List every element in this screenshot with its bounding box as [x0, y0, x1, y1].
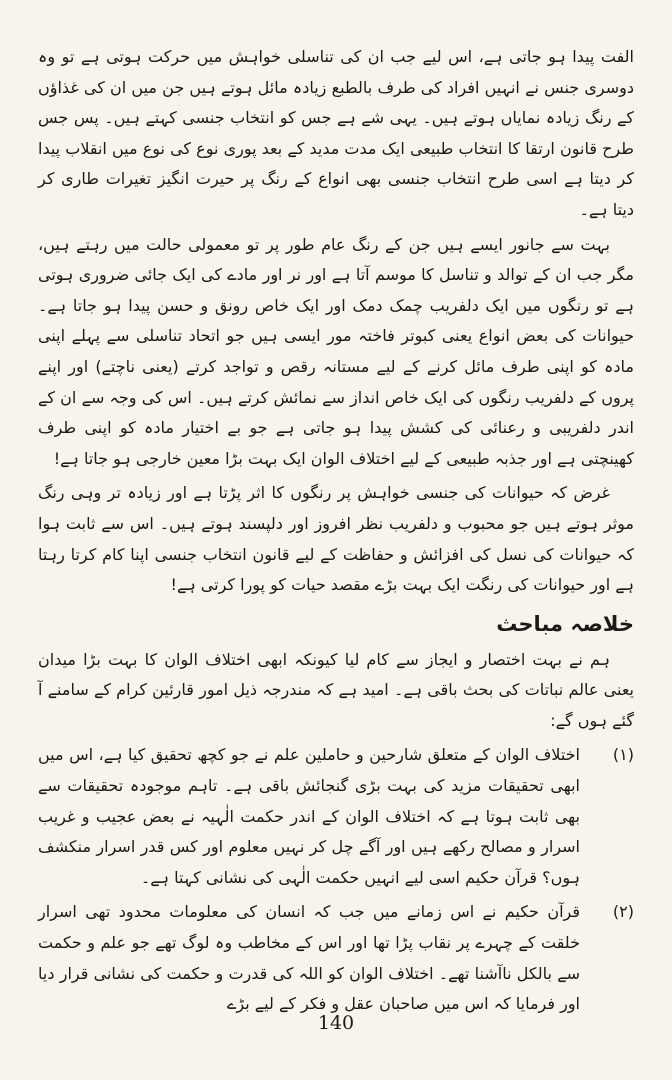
paragraph-3: غرض کہ حیوانات کی جنسی خواہش پر رنگوں کا اثر پڑتا ہے اور زیادہ تر وہی رنگ موثر ہوتے ہیں جو محبوب و دلفریب نظر افروز اور دلپسند ہوتے ہیں۔ اس سے ثابت ہوا کہ حیوانات کی نسل کی افزائش و حفاظت کے لیے قانون انتخاب جنسی اپنا کام کرتا رہتا ہے اور حیوانات کی رنگت ایک بہت بڑے مقصد حیات کو پورا کرتی ہے! [38, 483, 634, 595]
book-page [38, 42, 634, 1020]
section-heading: خلاصہ مباحث [496, 611, 634, 636]
paragraph-1: الفت پیدا ہو جاتی ہے، اس لیے جب ان کی تناسلی خواہش میں حرکت ہوتی ہے تو وہ دوسری جنس نے انہیں افراد کی طرف بالطبع زیادہ مائل ہوتے ہیں جن میں ان کی غذاؤں کے رنگ زیادہ نمایاں ہوتے ہیں۔ یہی شے ہے جس کو انتخاب جنسی کہتے ہیں۔ پس جس طرح قانون ارتقا کا انتخاب طبیعی ایک مدت مدید کے بعد پوری نوع کی نوع میں انقلاب پیدا کر دیتا ہے اسی طرح انتخاب جنسی بھی انواع کے رنگ پر حیرت انگیز تغیرات طاری کر دیتا ہے۔ [38, 47, 634, 219]
list-item-text: قرآن حکیم نے اس زمانے میں جب کہ انسان کی معلومات محدود تھی اسرار خلقت کے چہرے پر نقاب پڑا تھا اور اس کے مخاطب وہ لوگ تھے جو علم و حکمت سے بالکل ناآشنا تھے۔ اختلاف الوان کو اللہ کی قدرت و حکمت کی نشانی قرار دیا اور فرمایا کہ اس میں صاحبان عقل و فکر کے لیے بڑے [38, 902, 580, 1014]
list-item-number: (۲) [612, 902, 634, 922]
summary-intro: ہم نے بہت اختصار و ایجاز سے کام لیا کیونکہ ابھی اختلاف الوان کا بہت بڑا میدان یعنی عالم نباتات کی بحث باقی ہے۔ امید ہے کہ مندرجہ ذیل امور قارئین کرام کے سامنے آ گئے ہوں گے: [38, 649, 634, 730]
list-item [38, 740, 634, 893]
list-item-number: (۱) [612, 745, 634, 765]
page-number: 140 [317, 1012, 355, 1034]
list-item [38, 897, 634, 1019]
paragraph-2: بہت سے جانور ایسے ہیں جن کے رنگ عام طور پر تو معمولی حالت میں رہتے ہیں، مگر جب ان کے توالد و تناسل کا موسم آتا ہے اور نر اور مادے کی ایک جائی ضروری ہوتی ہے تو رنگوں میں ایک دلفریب چمک دمک اور ایک خاص رونق و حسن پیدا ہو جاتا ہے۔ حیوانات کی بعض انواع یعنی کبوتر فاختہ مور ایسی ہیں جو اتحاد تناسلی سے پہلے اپنی مادہ کو اپنی طرف مائل کرنے کے لیے مستانہ رقص و تواجد کرتے (یعنی ناچتے) اور اپنے پروں کے دلفریب رنگوں کی ایک خاص انداز سے نمائش کرتے ہیں۔ اس کی وجہ سے ان کے اندر دلفریبی و رعنائی کی کشش پیدا ہو جاتی ہے جو بے اختیار مادہ کو اپنی طرف کھینچتی ہے اور جذبہ طبیعی کے لیے اختلاف الوان ایک بہت بڑا معین خارجی ہو جاتا ہے! [38, 234, 634, 468]
list-item-text: اختلاف الوان کے متعلق شارحین و حاملین علم نے جو کچھ تحقیق کیا ہے، اس میں ابھی تحقیقات مزید کی بہت بڑی گنجائش باقی ہے۔ تاہم موجودہ تحقیقات سے بھی ثابت ہوتا ہے کہ اختلاف الوان کے اندر حکمت الٰہیہ نے بعض عجیب و غریب اسرار و مصالح رکھے ہیں اور آگے چل کر نہیں معلوم اور کس قدر اسرار منکشف ہوں؟ قرآن حکیم اسی لیے انہیں حکمت الٰہی کی نشانی کہتا ہے۔ [38, 745, 580, 887]
